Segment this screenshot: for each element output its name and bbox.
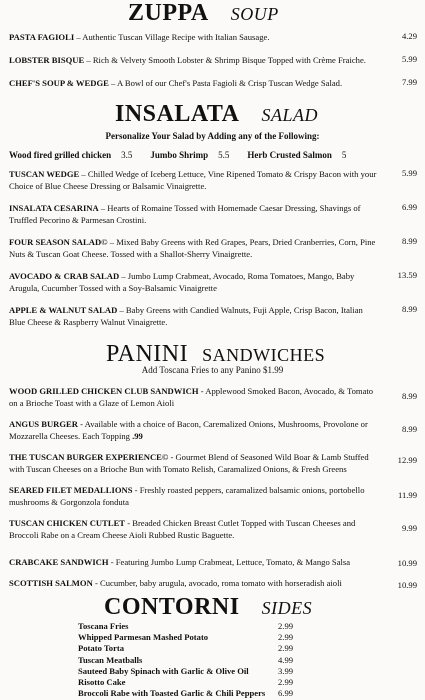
item-name: INSALATA CESARINA	[9, 203, 99, 213]
item-desc: - Applewood Smoked Bacon, Avocado, & Tomato on a Brioche Toast with a Glaze of Lemon Aioli	[9, 386, 374, 408]
addon-price: 5.5	[218, 150, 230, 160]
menu-item	[9, 168, 379, 192]
item-name: AVOCADO & CRAB SALAD	[9, 271, 120, 281]
side-item	[78, 688, 328, 699]
item-price: 10.99	[397, 580, 417, 590]
addon-name: Jumbo Shrimp	[150, 150, 209, 160]
side-item	[78, 643, 328, 654]
side-price: 4.99	[278, 654, 294, 665]
item-price: 8.99	[401, 424, 417, 434]
addon-name: Wood fired grilled chicken	[9, 150, 112, 160]
side-name: Potato Torta	[78, 643, 125, 654]
side-item	[78, 632, 328, 643]
side-price: 3.99	[278, 665, 294, 676]
menu-item	[9, 304, 379, 328]
contorni-subtitle: SIDES	[261, 598, 313, 618]
item-desc: – Mixed Baby Greens with Red Grapes, Pears, Dried Cranberries, Corn, Pine Nuts & Tuscan Goat Cheese. Tossed with a Shallot-Sherry Vinaigrette.	[9, 237, 376, 259]
zuppa-title: ZUPPA	[128, 0, 209, 26]
side-name: Tuscan Meatballs	[78, 654, 143, 665]
side-name: Broccoli Rabe with Toasted Garlic & Chili Peppers	[78, 688, 266, 699]
item-name: SCOTTISH SALMON	[9, 578, 93, 588]
menu-item	[9, 54, 379, 66]
item-name: APPLE & WALNUT SALAD	[9, 305, 118, 315]
item-desc: – Baby Greens with Candied Walnuts, Fuji Apple, Crisp Bacon, Italian Blue Cheese & Raspberry Walnut Vinaigrette.	[9, 305, 363, 327]
item-price: 13.59	[397, 270, 417, 280]
menu-item	[9, 418, 379, 442]
item-desc: - Gourmet Blend of Seasoned Wild Boar & Lamb Stuffed with Tuscan Cheeses on a Brioche Bun with Tomato Relish, Caramalized Onions, & Fresh Greens	[9, 452, 369, 474]
side-price: 2.99	[278, 643, 294, 654]
item-price: 8.99	[401, 304, 417, 314]
item-name: CHEF'S SOUP & WEDGE	[9, 78, 109, 88]
item-price: 5.99	[401, 168, 417, 178]
item-desc: - Freshly roasted peppers, caramalized balsamic onions, portobello mushrooms & Gorgonzola fonduta	[9, 485, 365, 507]
item-price: 6.99	[401, 202, 417, 212]
side-item	[78, 677, 328, 688]
side-item	[78, 621, 328, 632]
item-name: CRABCAKE SANDWICH	[9, 557, 109, 567]
zuppa-heading	[128, 0, 279, 27]
side-item	[78, 655, 328, 666]
side-price: 2.99	[278, 621, 294, 631]
side-name: Sauteed Baby Spinach with Garlic & Olive Oil	[78, 665, 249, 676]
menu-item	[9, 202, 379, 226]
item-name: WOOD GRILLED CHICKEN CLUB SANDWICH	[9, 386, 199, 396]
item-name: THE TUSCAN BURGER EXPERIENCE©	[9, 452, 169, 462]
item-name: SEARED FILET MEDALLIONS	[9, 485, 133, 495]
item-desc: – Rich & Velvety Smooth Lobster & Shrimp Bisque Topped with Crème Fraiche.	[84, 55, 366, 65]
addon-price: 3.5	[121, 150, 133, 160]
side-name: Whipped Parmesan Mashed Potato	[78, 632, 209, 643]
item-desc: - Breaded Chicken Breast Cutlet Topped with Tuscan Cheeses and Broccoli Rabe on a Cream Cheese Aioli Rubbed Rustic Baguette.	[9, 518, 356, 540]
item-name: TUSCAN WEDGE	[9, 169, 80, 179]
side-name: Risotto Cake	[78, 676, 126, 687]
menu-item	[9, 31, 379, 43]
item-desc: – Chilled Wedge of Iceberg Lettuce, Vine Ripened Tomato & Crispy Bacon with your Choice of Blue Cheese Dressing or Balsamic Vinaigrette.	[9, 169, 377, 191]
item-price: 10.99	[397, 558, 417, 568]
side-name: Toscana Fries	[78, 621, 129, 631]
menu-item	[9, 517, 379, 541]
item-desc: – A Bowl of our Chef's Pasta Fagioli & Crisp Tuscan Wedge Salad.	[108, 78, 343, 88]
insalata-title: INSALATA	[115, 101, 240, 127]
menu-item	[9, 77, 379, 89]
menu-item	[9, 577, 379, 589]
insalata-heading	[115, 101, 318, 128]
panini-title: PANINI	[106, 341, 189, 367]
side-price: 2.99	[278, 676, 294, 687]
item-price: 8.99	[401, 391, 417, 401]
item-desc: – Jumbo Lump Crabmeat, Avocado, Roma Tomatoes, Mango, Baby Arugula, Cucumber Tossed with a Soy-Balsamic Vinaigrette	[9, 271, 355, 293]
sides-list	[78, 621, 328, 699]
menu-item	[9, 556, 379, 568]
item-price: 4.29	[401, 31, 417, 41]
item-price: 5.99	[401, 54, 417, 64]
zuppa-subtitle: SOUP	[230, 4, 279, 24]
item-price: 7.99	[401, 77, 417, 87]
addon-name: Herb Crusted Salmon	[247, 150, 332, 160]
contorni-title: CONTORNI	[104, 594, 240, 620]
item-name: LOBSTER BISQUE	[9, 55, 85, 65]
topping-price: .99	[132, 431, 143, 441]
item-price: 11.99	[397, 490, 417, 500]
item-desc: – Authentic Tuscan Village Recipe with Italian Sausage.	[74, 32, 270, 42]
item-desc: - Featuring Jumbo Lump Crabmeat, Lettuce, Tomato, & Mango Salsa	[108, 557, 351, 567]
panini-subtitle: SANDWICHES	[202, 345, 326, 365]
item-name: TUSCAN CHICKEN CUTLET	[9, 518, 126, 528]
salad-addons	[9, 150, 364, 160]
menu-item	[9, 236, 379, 260]
item-name: FOUR SEASON SALAD©	[9, 237, 108, 247]
menu-item	[9, 270, 379, 294]
item-desc: – Hearts of Romaine Tossed with Homemade Caesar Dressing, Shavings of Truffled Pecorino & Parmesan Crostini.	[9, 203, 361, 225]
item-price: 9.99	[401, 523, 417, 533]
addon-price: 5	[341, 150, 347, 160]
panini-heading	[106, 341, 325, 368]
item-desc: - Available with a choice of Bacon, Caremalized Onions, Mushrooms, Provolone or Mozzarella Cheeses. Each Topping	[9, 419, 368, 441]
item-price: 12.99	[397, 455, 417, 465]
insalata-subtitle: SALAD	[261, 105, 318, 125]
side-price: 2.99	[278, 632, 294, 643]
menu-item	[9, 484, 379, 508]
item-desc: - Cucumber, baby arugula, avocado, roma tomato with horseradish aioli	[92, 578, 342, 588]
item-price: 8.99	[401, 236, 417, 246]
menu-item	[9, 385, 379, 409]
panini-note: Add Toscana Fries to any Panino $1.99	[141, 365, 284, 375]
personalize-note: Personalize Your Salad by Adding any of the Following:	[105, 131, 320, 141]
side-price: 6.99	[278, 688, 294, 699]
item-name: PASTA FAGIOLI	[9, 32, 75, 42]
contorni-heading	[104, 594, 312, 621]
side-item	[78, 666, 328, 677]
item-name: ANGUS BURGER	[9, 419, 78, 429]
menu-item	[9, 451, 379, 475]
